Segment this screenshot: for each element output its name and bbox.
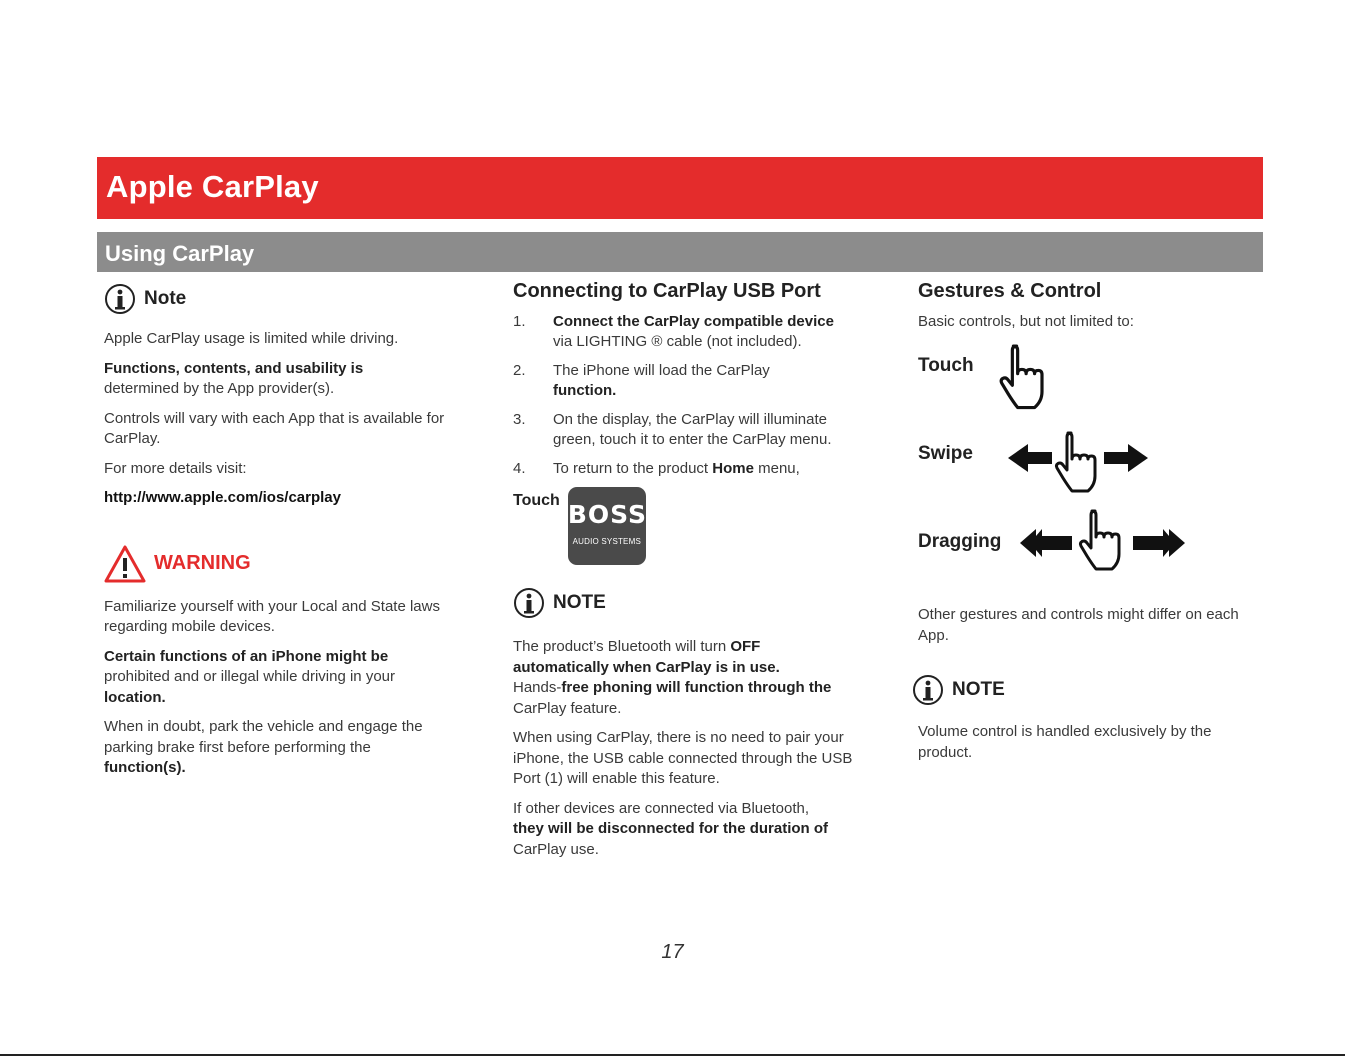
right-note-text: Volume control is handled exclusively by the product. bbox=[918, 723, 1212, 761]
middle-note-label: NOTE bbox=[553, 591, 606, 613]
warning-text-3: When in doubt, park the vehicle and engage the parking brake first before performing the function(s). bbox=[104, 718, 423, 776]
section-bar bbox=[97, 232, 1263, 272]
gestures-heading: Gestures & Control bbox=[918, 280, 1102, 302]
right-column-top bbox=[918, 281, 1248, 341]
touch-gesture-icon bbox=[994, 344, 1054, 416]
boss-logo-subtext: AUDIO SYSTEMS bbox=[572, 537, 641, 546]
gesture-swipe-label: Swipe bbox=[918, 443, 973, 464]
warning-header bbox=[104, 545, 449, 583]
gestures-intro: Basic controls, but not limited to: bbox=[918, 312, 1134, 330]
bottom-border bbox=[0, 1054, 1345, 1056]
warning-icon bbox=[104, 545, 146, 583]
info-icon bbox=[513, 587, 545, 619]
note-text-4: For more details visit: bbox=[104, 459, 247, 477]
middle-column bbox=[513, 281, 853, 869]
step-item: 2. The iPhone will load the CarPlay function. bbox=[513, 361, 770, 399]
title-bar bbox=[97, 157, 1263, 219]
left-column bbox=[104, 283, 449, 788]
info-icon bbox=[104, 283, 136, 315]
carplay-url-link[interactable]: http://www.apple.com/ios/carplay bbox=[104, 489, 341, 506]
touch-home-row bbox=[513, 487, 853, 565]
gesture-touch-label: Touch bbox=[918, 355, 974, 376]
swipe-gesture-icon bbox=[1008, 430, 1148, 500]
step-item: 1. Connect the CarPlay compatible device via LIGHTING ® cable (not included). bbox=[513, 312, 834, 350]
right-note-header bbox=[912, 674, 1248, 706]
middle-note-text-3: If other devices are connected via Bluetooth, they will be disconnected for the duration of CarPlay use. bbox=[513, 799, 829, 858]
boss-logo-text: BOSS bbox=[567, 500, 648, 529]
connecting-heading: Connecting to CarPlay USB Port bbox=[513, 280, 821, 302]
warning-label: WARNING bbox=[154, 552, 251, 575]
page-title: Apple CarPlay bbox=[106, 169, 319, 204]
note-header bbox=[104, 283, 449, 315]
warning-text-2: Certain functions of an iPhone might be prohibited and or illegal while driving in your location. bbox=[104, 647, 395, 706]
warning-text-1: Familiarize yourself with your Local and State laws regarding mobile devices. bbox=[104, 597, 440, 635]
right-note-label: NOTE bbox=[952, 678, 1005, 700]
middle-note-header bbox=[513, 587, 853, 619]
steps-list bbox=[513, 312, 853, 480]
section-title: Using CarPlay bbox=[105, 241, 255, 266]
note-text-3: Controls will vary with each App that is available for CarPlay. bbox=[104, 409, 445, 447]
right-column-bottom bbox=[918, 605, 1248, 772]
middle-note-text-2: When using CarPlay, there is no need to pair your iPhone, the USB cable connected through the USB Port (1) will enable this feature. bbox=[513, 729, 853, 787]
step-item: 3. On the display, the CarPlay will illuminate green, touch it to enter the CarPlay menu. bbox=[513, 410, 832, 448]
boss-home-button[interactable] bbox=[568, 487, 646, 565]
middle-note-text-1: The product’s Bluetooth will turn OFF automatically when CarPlay is in use. Hands-free phoning will function through the CarPlay feature. bbox=[513, 638, 832, 717]
note-label: Note bbox=[144, 287, 187, 309]
note-text-1: Apple CarPlay usage is limited while driving. bbox=[104, 330, 399, 347]
dragging-gesture-icon bbox=[1020, 508, 1185, 578]
touch-label: Touch bbox=[513, 492, 560, 509]
page-number: 17 bbox=[661, 941, 684, 963]
gesture-dragging-label: Dragging bbox=[918, 531, 1002, 552]
step-item: 4. To return to the product Home menu, bbox=[513, 459, 800, 477]
note-text-2: Functions, contents, and usability is determined by the App provider(s). bbox=[104, 359, 364, 397]
other-gestures-text: Other gestures and controls might differ on each App. bbox=[918, 606, 1239, 644]
info-icon bbox=[912, 674, 944, 706]
